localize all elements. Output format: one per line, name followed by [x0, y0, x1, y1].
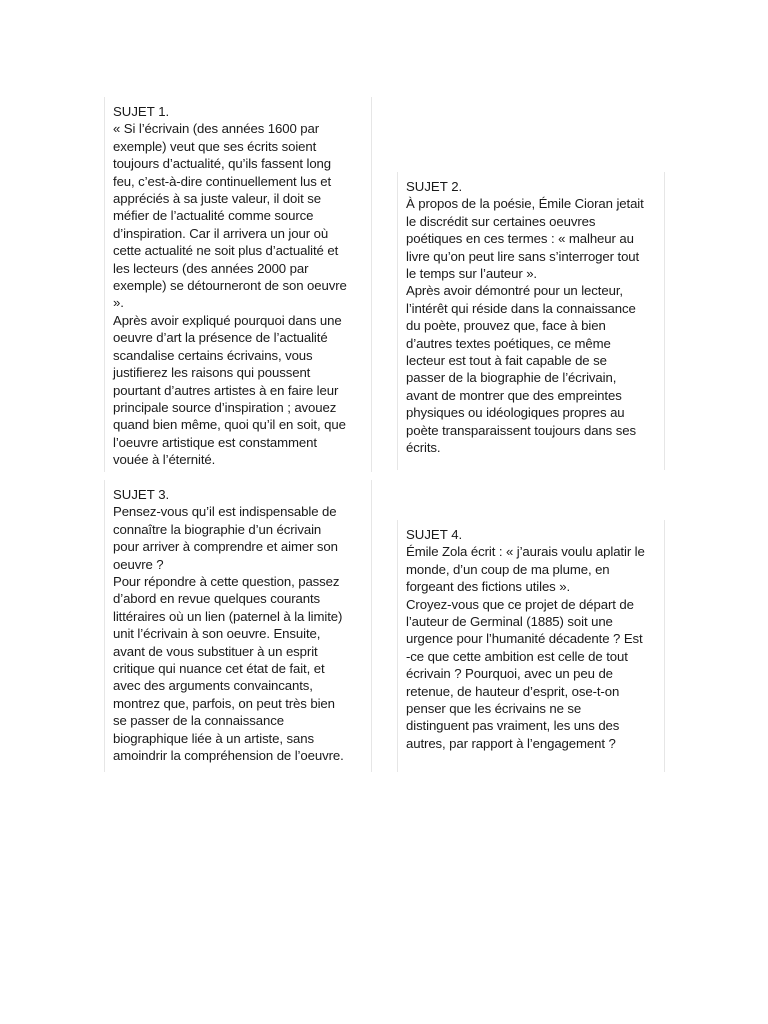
sujet-2-text: À propos de la poésie, Émile Cioran jetait le discrédit sur certaines oeuvres poétiques en ces termes : « malheur au livre qu’on peut lire sans s’interroger tout le temps sur l’auteur ». Après avoir démontré pour un lecteur, l’intérêt qui réside dans la connaissance du poète, prouvez que, face à bien d’autres textes poétiques, ce même lecteur est tout à fait capable de se passer de la biographie de l’écrivain, avant de montrer que des empreintes physiques ou idéologiques propres au poète transparaissent toujours dans ses écrits.	[406, 196, 644, 456]
sujet-2-card	[397, 172, 665, 470]
sujet-2-title: SUJET 2.	[406, 179, 463, 194]
sujet-3-text: Pensez-vous qu’il est indispensable de connaître la biographie d’un écrivain pour arriver à comprendre et aimer son oeuvre ? Pour répondre à cette question, passez d’abord en revue quelques courants littéraires où un lien (paternel à la limite) unit l’écrivain à son oeuvre. Ensuite, avant de vous substituer à un esprit critique qui nuance cet état de fait, et avec des arguments convaincants, montrez que, parfois, on peut très bien se passer de la connaissance biographique liée à un artiste, sans amoindrir la compréhension de l’oeuvre.	[113, 504, 344, 764]
sujet-3-card	[104, 480, 372, 772]
sujet-4-card	[397, 520, 665, 772]
sujet-3-title: SUJET 3.	[113, 487, 170, 502]
sujet-4-text: Émile Zola écrit : « j’aurais voulu aplatir le monde, d’un coup de ma plume, en forgeant des fictions utiles ». Croyez-vous que ce projet de départ de l’auteur de Germinal (1885) soit une urgence pour l’humanité décadente ? Est -ce que cette ambition est celle de tout écrivain ? Pourquoi, avec un peu de retenue, de hauteur d’esprit, ose-t-on penser que les écrivains ne se distinguent pas vraiment, les uns des autres, par rapport à l’engagement ?	[406, 544, 645, 751]
sujet-1-card	[104, 97, 372, 472]
sujet-1-text: « Si l’écrivain (des années 1600 par exemple) veut que ses écrits soient toujours d’actualité, qu’ils fassent long feu, c’est-à-dire continuellement lus et appréciés à sa juste valeur, il doit se méfier de l’actualité comme source d’inspiration. Car il arrivera un jour où cette actualité ne soit plus d’actualité et les lecteurs (des années 2000 par exemple) se détourneront de son oeuvre ». Après avoir expliqué pourquoi dans une oeuvre d’art la présence de l’actualité scandalise certains écrivains, vous justifierez les raisons qui poussent pourtant d’autres artistes à en faire leur principale source d’inspiration ; avouez quand bien même, quoi qu’il en soit, que l’oeuvre artistique est constamment vouée à l’éternité.	[113, 121, 347, 468]
sujet-4-title: SUJET 4.	[406, 527, 463, 542]
sujet-1-title: SUJET 1.	[113, 104, 170, 119]
